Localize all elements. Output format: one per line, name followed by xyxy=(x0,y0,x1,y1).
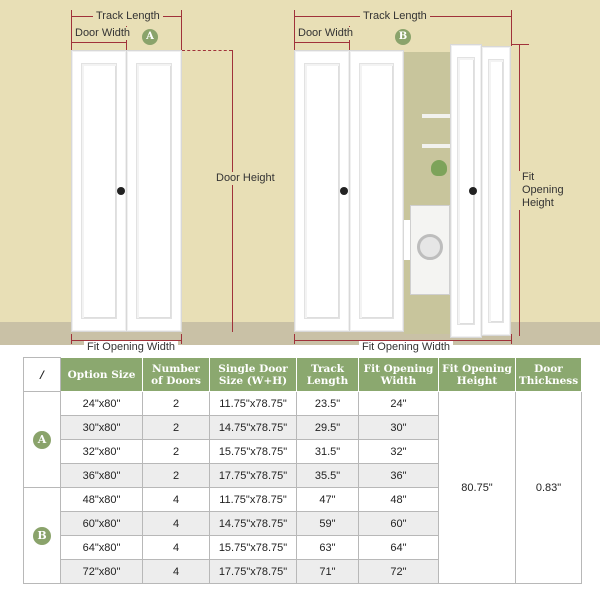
group-a-badge: A xyxy=(33,431,51,449)
door-a-right xyxy=(126,50,182,332)
fit-width-cell: 72" xyxy=(359,560,439,584)
single-door-size-cell: 14.75"x78.75" xyxy=(210,512,297,536)
badge-b: B xyxy=(395,29,411,45)
doors-cell: 4 xyxy=(143,488,210,512)
header-fit-opening-height: Fit Opening Height xyxy=(439,358,516,392)
group-a-cell xyxy=(24,392,61,488)
track-length-cell: 31.5" xyxy=(297,440,359,464)
option-size-cell: 30"x80" xyxy=(61,416,143,440)
track-length-cell: 63" xyxy=(297,536,359,560)
option-size-cell: 60"x80" xyxy=(61,512,143,536)
fit-opening-width-b-label: Fit Opening Width xyxy=(359,341,453,354)
door-height-label: Door Height xyxy=(213,172,278,185)
door-b-open-knob xyxy=(469,187,477,195)
shelf xyxy=(422,144,450,148)
tick xyxy=(511,44,529,45)
track-length-cell: 35.5" xyxy=(297,464,359,488)
header-door-thickness: Door Thickness xyxy=(516,358,582,392)
door-b-3-open xyxy=(450,44,482,338)
tick xyxy=(181,334,182,344)
fit-width-cell: 30" xyxy=(359,416,439,440)
track-length-a-label: Track Length xyxy=(93,10,163,23)
single-door-size-cell: 17.75"x78.75" xyxy=(210,560,297,584)
door-thickness-cell: 0.83" xyxy=(516,392,582,584)
door-b-4-open xyxy=(481,46,511,336)
fit-opening-height-cell: 80.75" xyxy=(439,392,516,584)
single-door-size-cell: 17.75"x78.75" xyxy=(210,464,297,488)
header-number-of-doors: Number of Doors xyxy=(143,358,210,392)
shelf xyxy=(422,114,450,118)
header-fit-opening-width: Fit Opening Width xyxy=(359,358,439,392)
table-row xyxy=(24,392,582,416)
single-door-size-cell: 14.75"x78.75" xyxy=(210,416,297,440)
single-door-size-cell: 15.75"x78.75" xyxy=(210,440,297,464)
tick xyxy=(511,10,512,46)
single-door-size-cell: 11.75"x78.75" xyxy=(210,392,297,416)
option-size-cell: 36"x80" xyxy=(61,464,143,488)
option-size-cell: 24"x80" xyxy=(61,392,143,416)
door-height-top-guide xyxy=(182,50,232,52)
group-b-cell xyxy=(24,488,61,584)
doors-cell: 2 xyxy=(143,392,210,416)
fit-width-cell: 60" xyxy=(359,512,439,536)
fit-width-cell: 64" xyxy=(359,536,439,560)
washer-drum xyxy=(417,234,443,260)
doors-cell: 4 xyxy=(143,536,210,560)
door-height-line xyxy=(232,50,233,332)
track-length-b-label: Track Length xyxy=(360,10,430,23)
washing-machine xyxy=(410,205,450,295)
door-b-2 xyxy=(349,50,404,332)
doors-cell: 2 xyxy=(143,416,210,440)
door-a-knob xyxy=(117,187,125,195)
option-size-cell: 72"x80" xyxy=(61,560,143,584)
door-width-a-label: Door Width xyxy=(72,27,133,40)
track-length-cell: 47" xyxy=(297,488,359,512)
single-door-size-cell: 15.75"x78.75" xyxy=(210,536,297,560)
doors-cell: 4 xyxy=(143,512,210,536)
table-header-row xyxy=(24,358,582,392)
tick xyxy=(181,10,182,50)
track-length-cell: 29.5" xyxy=(297,416,359,440)
option-size-cell: 64"x80" xyxy=(61,536,143,560)
fit-width-cell: 36" xyxy=(359,464,439,488)
badge-a: A xyxy=(142,29,158,45)
door-b-knob xyxy=(340,187,348,195)
doors-cell: 4 xyxy=(143,560,210,584)
fit-opening-width-a-label: Fit Opening Width xyxy=(84,341,178,354)
door-width-a-line xyxy=(71,42,127,43)
track-length-cell: 71" xyxy=(297,560,359,584)
fit-opening-height-label: Fit Opening Height xyxy=(519,171,576,210)
tick xyxy=(71,334,72,344)
track-length-cell: 59" xyxy=(297,512,359,536)
option-size-cell: 48"x80" xyxy=(61,488,143,512)
plant xyxy=(431,160,447,176)
header-option-size: Option Size xyxy=(61,358,143,392)
header-single-door-size: Single Door Size (W+H) xyxy=(210,358,297,392)
tick xyxy=(511,334,512,344)
header-corner: / xyxy=(24,358,61,392)
fit-width-cell: 32" xyxy=(359,440,439,464)
tick xyxy=(294,334,295,344)
door-width-b-line xyxy=(294,42,350,43)
size-spec-table xyxy=(23,357,582,584)
option-size-cell: 32"x80" xyxy=(61,440,143,464)
doors-cell: 2 xyxy=(143,464,210,488)
group-b-badge: B xyxy=(33,527,51,545)
doors-cell: 2 xyxy=(143,440,210,464)
fit-width-cell: 48" xyxy=(359,488,439,512)
track-length-cell: 23.5" xyxy=(297,392,359,416)
single-door-size-cell: 11.75"x78.75" xyxy=(210,488,297,512)
door-width-b-label: Door Width xyxy=(295,27,356,40)
fit-width-cell: 24" xyxy=(359,392,439,416)
header-track-length: Track Length xyxy=(297,358,359,392)
